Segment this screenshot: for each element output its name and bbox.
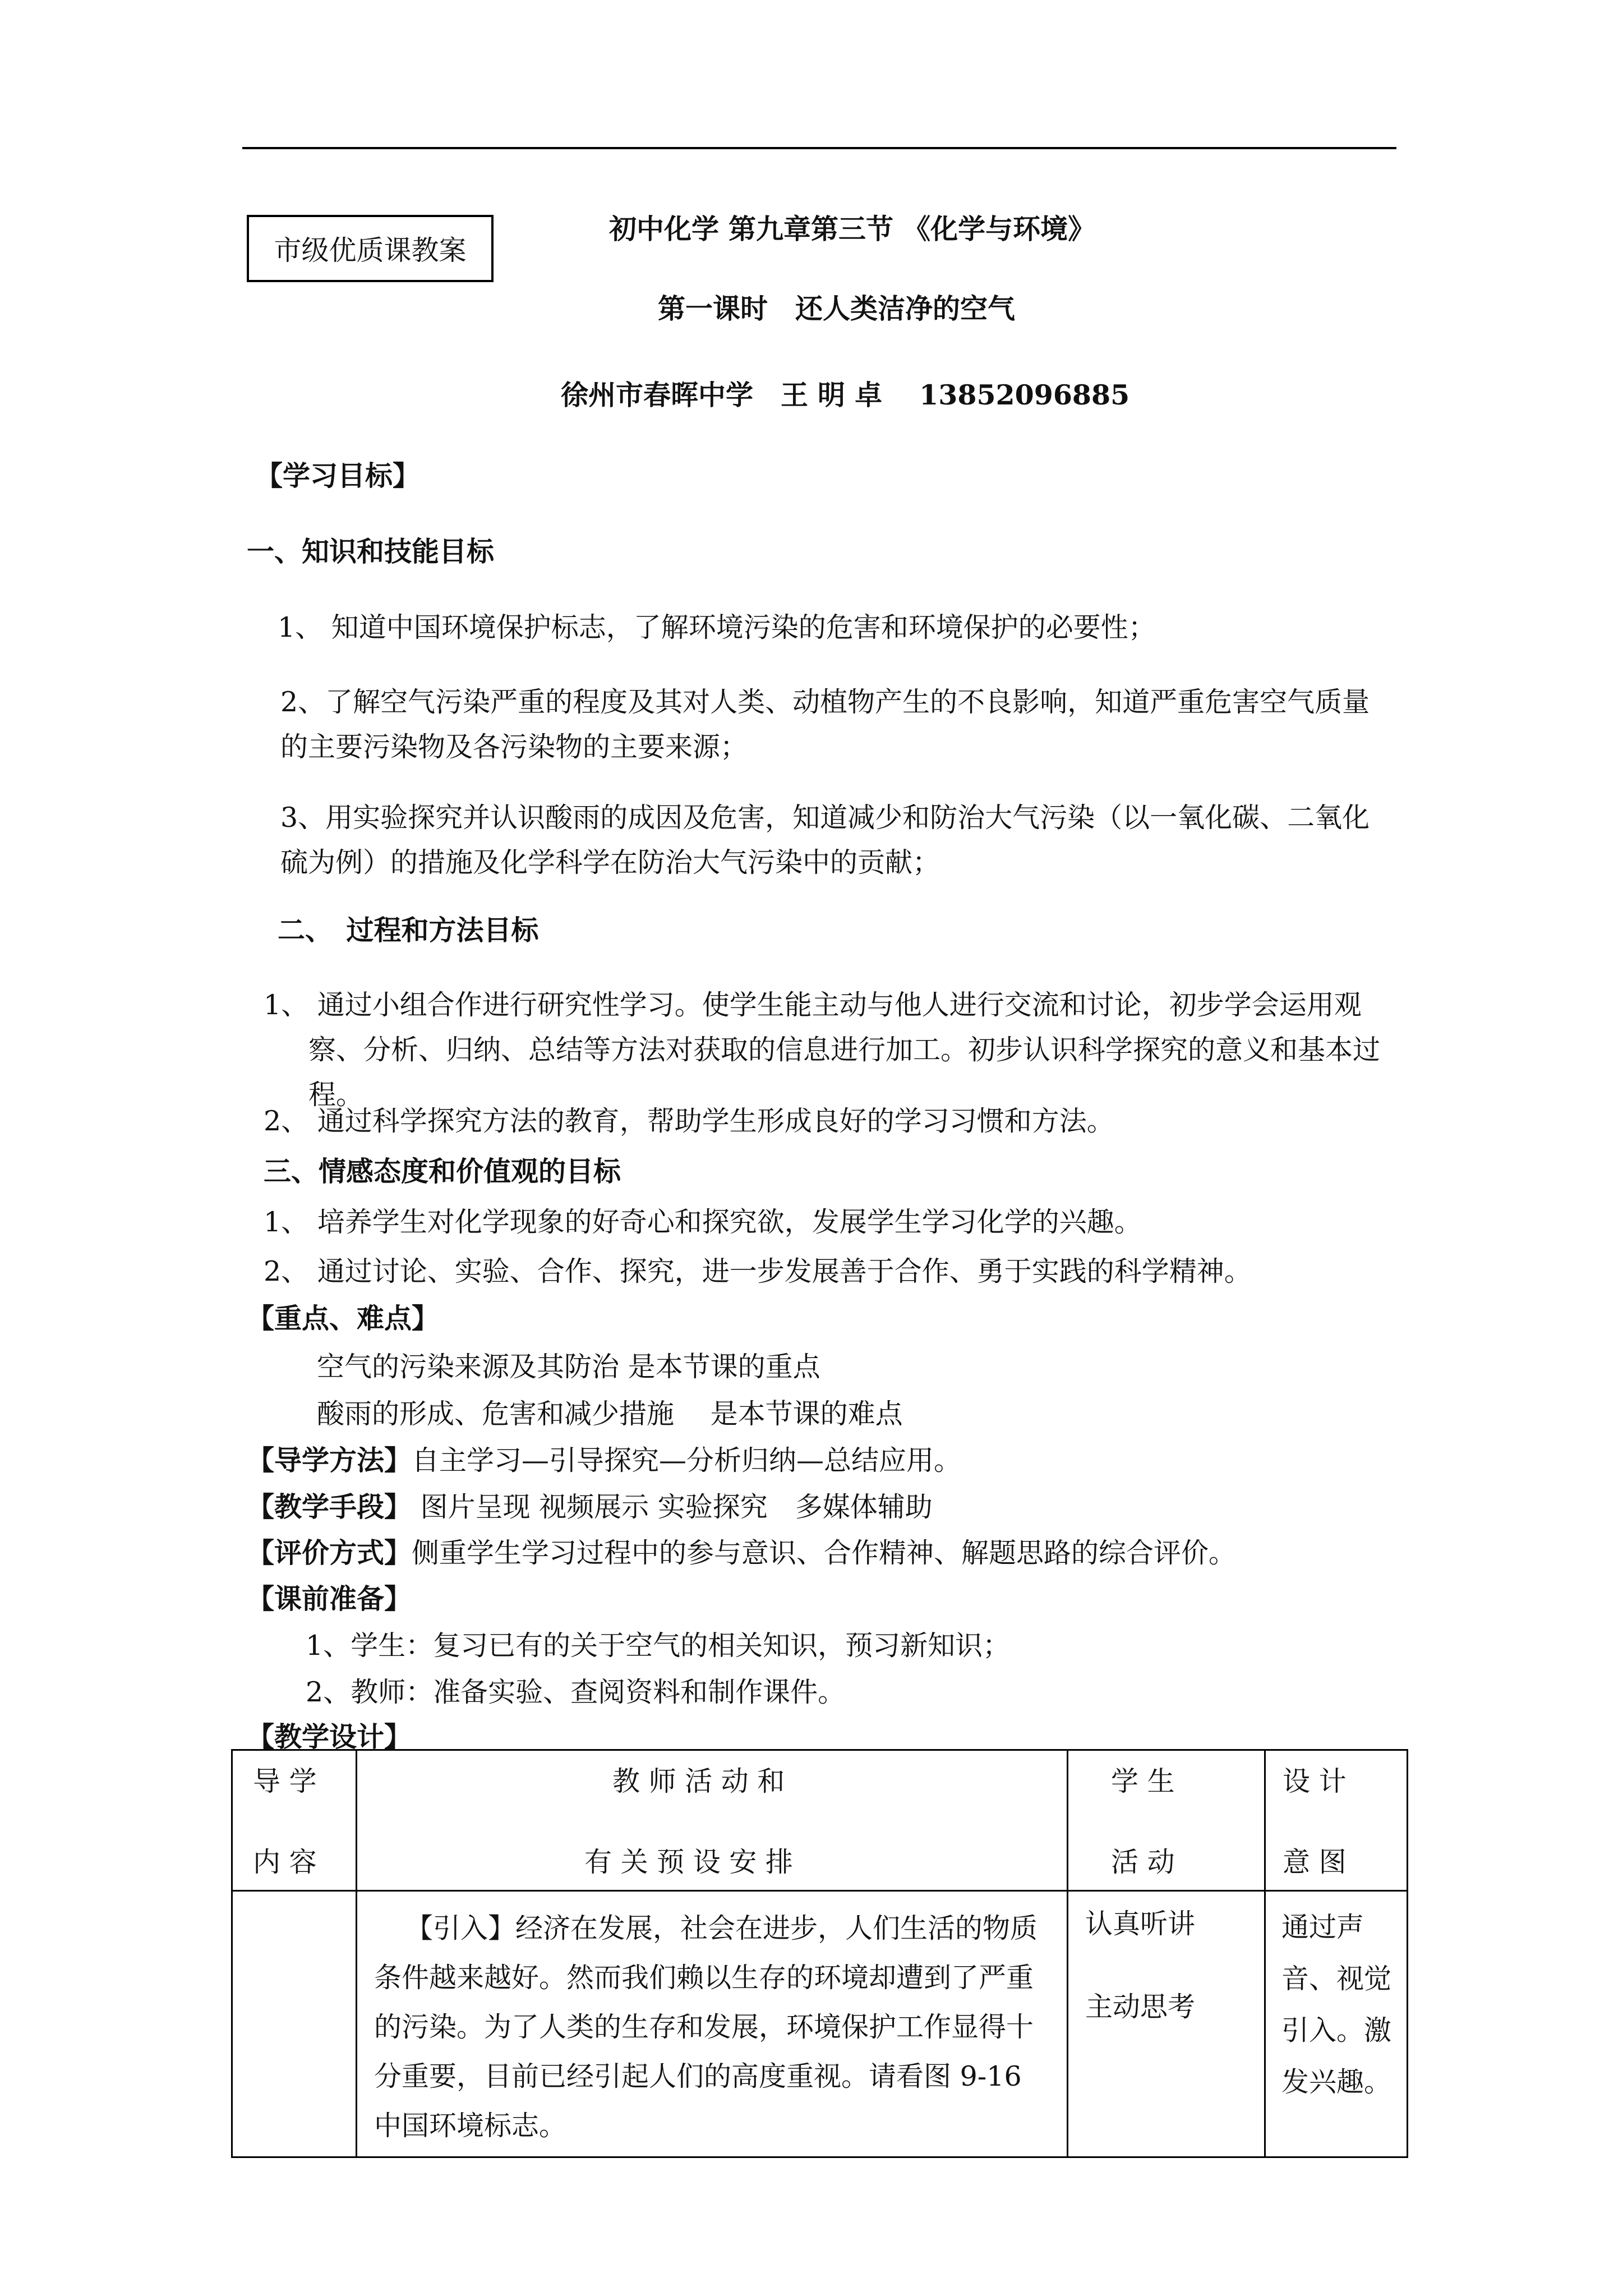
header-teacher-line1: 教 师 活 动 和	[612, 1765, 785, 1797]
process-method-heading: 二、 过程和方法目标	[278, 914, 539, 946]
header-teacher	[357, 1750, 1068, 1891]
header-student-line2: 活 动	[1111, 1846, 1175, 1878]
knowledge-item-3: 3、用实验探究并认识酸雨的成因及危害，知道减少和防治大气污染（以一氧化碳、二氧化硫为例）的措施及化学科学在防治大气污染中的贡献；	[280, 802, 1370, 878]
row-intent-cell	[1265, 1891, 1408, 2157]
knowledge-skill-heading: 一、知识和技能目标	[247, 535, 495, 568]
course-title: 初中化学 第九章第三节 《化学与环境》	[609, 213, 1096, 245]
student-activity	[1068, 1892, 1264, 2030]
header-content	[232, 1750, 357, 1891]
means-row	[247, 1485, 933, 1525]
header-rule	[242, 147, 1396, 149]
method-label: 【导学方法】	[247, 1444, 412, 1476]
author-line: 徐州市春晖中学 王 明 卓 13852096885	[561, 379, 1130, 411]
student-activity-line1: 认真听讲	[1085, 1908, 1196, 1940]
method-row	[247, 1439, 961, 1478]
header-teacher-line2: 有 关 预 设 安 排	[584, 1846, 793, 1878]
table-row	[232, 1891, 1408, 2157]
lesson-title: 第一课时 还人类洁净的空气	[658, 292, 1016, 325]
objectives-heading: 【学习目标】	[255, 459, 421, 492]
header-intent-line2: 意 图	[1283, 1846, 1347, 1878]
attitude-item-1: 1、 培养学生对化学现象的好奇心和探究欲，发展学生学习化学的兴趣。	[264, 1206, 1142, 1238]
preparation-heading: 【课前准备】	[247, 1582, 412, 1615]
preparation-student: 1、学生：复习已有的关于空气的相关知识，预习新知识；	[306, 1630, 1011, 1662]
header-content-line1: 导 学	[253, 1765, 317, 1797]
intro-text: 经济在发展，社会在进步，人们生活的物质条件越来越好。然而我们赖以生存的环境却遭到了严重的污染。为了人类的生存和发展，环境保护工作显得十分重要，目前已经引起人们的高度重视。请看图 9-16 中国环境标志。	[374, 1912, 1038, 2142]
row-student-cell	[1068, 1891, 1265, 2157]
teaching-design-table	[231, 1749, 1408, 2158]
attitude-item-2: 2、 通过讨论、实验、合作、探究，进一步发展善于合作、勇于实践的科学精神。	[264, 1255, 1252, 1287]
row-content-cell	[232, 1891, 357, 2157]
evaluation-row	[247, 1531, 1236, 1571]
evaluation-text: 侧重学生学习过程中的参与意识、合作精神、解题思路的综合评价。	[412, 1537, 1237, 1569]
table-header-row	[232, 1750, 1408, 1891]
header-intent	[1265, 1750, 1408, 1891]
means-label: 【教学手段】	[247, 1490, 412, 1523]
evaluation-label: 【评价方式】	[247, 1536, 412, 1569]
design-intent: 通过声音、视觉引入。激发兴趣。	[1281, 1911, 1392, 2098]
header-student-line1: 学 生	[1111, 1765, 1175, 1797]
means-text: 图片呈现 视频展示 实验探究 多媒体辅助	[412, 1491, 933, 1523]
attitude-value-heading: 三、情感态度和价值观的目标	[264, 1155, 621, 1188]
header-intent-line1: 设 计	[1283, 1765, 1347, 1797]
preparation-teacher: 2、教师：准备实验、查阅资料和制作课件。	[306, 1676, 846, 1708]
process-item-1: 1、 通过小组合作进行研究性学习。使学生能主动与他人进行交流和讨论，初步学会运用观察、分析、归纳、总结等方法对获取的信息进行加工。初步认识科学探究的意义和基本过程。	[264, 989, 1381, 1111]
process-item-2: 2、 通过科学探究方法的教育，帮助学生形成良好的学习习惯和方法。	[264, 1105, 1114, 1137]
intro-tag: 【引入】	[405, 1912, 516, 1944]
method-text: 自主学习—引导探究—分析归纳—总结应用。	[412, 1444, 962, 1476]
header-student	[1068, 1750, 1265, 1891]
difficulty-line: 酸雨的形成、危害和减少措施 是本节课的难点	[317, 1398, 903, 1430]
knowledge-item-2: 2、了解空气污染严重的程度及其对人类、动植物产生的不良影响，知道严重危害空气质量的主要污染物及各污染物的主要来源；	[280, 686, 1370, 763]
knowledge-item-1: 1、 知道中国环境保护标志，了解环境污染的危害和环境保护的必要性；	[278, 611, 1156, 643]
student-activity-line2: 主动思考	[1085, 1991, 1196, 2023]
quality-lesson-badge	[247, 215, 494, 282]
header-content-line2: 内 容	[253, 1846, 317, 1878]
badge-text: 市级优质课教案	[274, 234, 467, 266]
row-teacher-cell	[357, 1891, 1068, 2157]
key-point-line: 空气的污染来源及其防治 是本节课的重点	[317, 1351, 820, 1383]
teacher-activity	[357, 1892, 1067, 2156]
key-points-heading: 【重点、难点】	[247, 1302, 440, 1335]
design-heading: 【教学设计】	[247, 1720, 412, 1753]
